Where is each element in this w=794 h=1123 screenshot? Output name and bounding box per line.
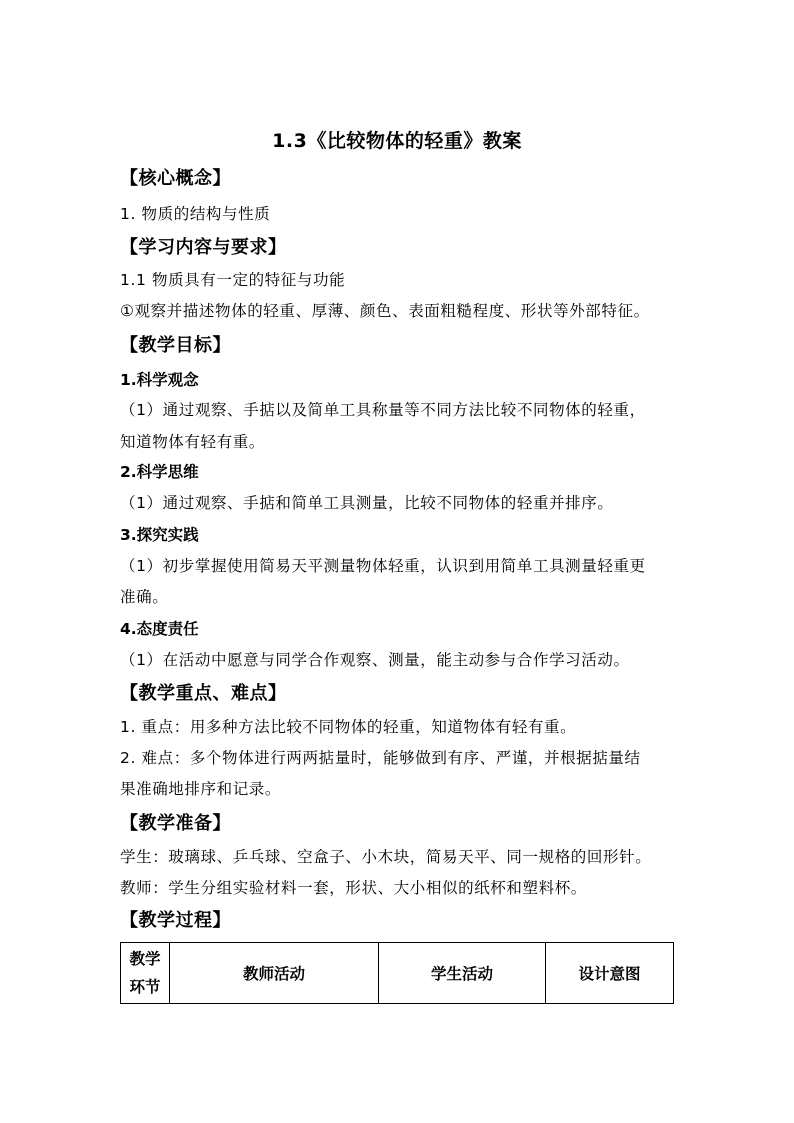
process-table: [120, 942, 674, 1004]
goal-line: 知道物体有轻有重。: [120, 433, 265, 451]
learning-content-heading: 【学习内容与要求】: [120, 237, 287, 258]
goal-line: （1）初步掌握使用简易天平测量物体轻重，认识到用简单工具测量轻重更: [120, 557, 646, 575]
preparation-line: 学生：玻璃球、乒乓球、空盒子、小木块，简易天平、同一规格的回形针。: [120, 848, 652, 866]
process-heading: 【教学过程】: [120, 910, 231, 931]
key-points-heading: 【教学重点、难点】: [120, 683, 287, 704]
key-points-line: 1. 重点：用多种方法比较不同物体的轻重，知道物体有轻有重。: [120, 718, 577, 736]
learning-content-item: 1.1 物质具有一定的特征与功能: [120, 271, 346, 289]
goal-section-title: 2.科学思维: [120, 463, 199, 481]
goal-line: 准确。: [120, 588, 169, 606]
key-points-line: 果准确地排序和记录。: [120, 780, 282, 798]
goal-line: （1）通过观察、手掂以及简单工具称量等不同方法比较不同物体的轻重，: [120, 401, 646, 419]
goal-section-title: 1.科学观念: [120, 371, 199, 389]
preparation-heading: 【教学准备】: [120, 813, 231, 834]
goals-heading: 【教学目标】: [120, 335, 231, 356]
table-header-cell: [121, 943, 170, 1004]
key-points-line: 2. 难点：多个物体进行两两掂量时，能够做到有序、严谨，并根据掂量结: [120, 749, 641, 767]
table-header-text: 教学环节: [129, 950, 161, 996]
table-header-cell: 教师活动: [170, 943, 379, 1004]
table-header-cell: 学生活动: [379, 943, 546, 1004]
goal-line: （1）在活动中愿意与同学合作观察、测量，能主动参与合作学习活动。: [120, 651, 630, 669]
goal-line: （1）通过观察、手掂和简单工具测量，比较不同物体的轻重并排序。: [120, 494, 614, 512]
core-concept-heading: 【核心概念】: [120, 168, 231, 189]
page-title: 1.3《比较物体的轻重》教案: [272, 130, 522, 152]
table-header-cell: 设计意图: [546, 943, 674, 1004]
core-concept-item: 1. 物质的结构与性质: [120, 205, 271, 223]
table-header-row: [121, 943, 674, 1004]
goal-section-title: 4.态度责任: [120, 620, 199, 638]
goal-section-title: 3.探究实践: [120, 526, 199, 544]
preparation-line: 教师：学生分组实验材料一套，形状、大小相似的纸杯和塑料杯。: [120, 879, 587, 897]
learning-content-item: ①观察并描述物体的轻重、厚薄、颜色、表面粗糙程度、形状等外部特征。: [120, 302, 650, 320]
